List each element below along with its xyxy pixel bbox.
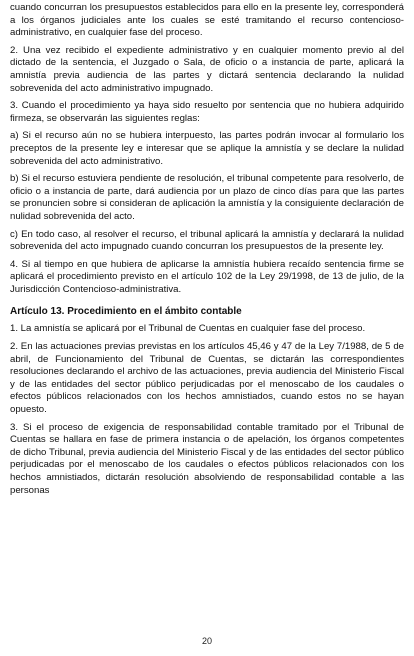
article-13-paragraph-1: 1. La amnistía se aplicará por el Tribunal de Cuentas en cualquier fase del proceso. xyxy=(10,323,366,335)
article-13-heading: Artículo 13. Procedimiento en el ámbito contable xyxy=(10,306,242,318)
paragraph-3b: b) Si el recurso estuviera pendiente de resolución, el tribunal competente para resolverlo, de oficio o a instancia de parte, dará audiencia por un plazo de cinco días para que las partes se pronuncien sobre si consideran de aplicación la amnistía y la consiguiente declaración de nulidad sobrevenida del acto. xyxy=(10,173,404,222)
page-number: 20 xyxy=(201,636,212,646)
paragraph-continuation: cuando concurran los presupuestos establecidos para ello en la presente ley, corresponderá a los órganos judiciales ante los cuales se esté tramitando el recurso contencioso-administrativo, en cualquier fase del proceso. xyxy=(10,2,404,39)
paragraph-3c: c) En todo caso, al resolver el recurso, el tribunal aplicará la amnistía y declarará la nulidad sobrevenida del acto impugnado cuando concurran los presupuestos de la presente ley. xyxy=(10,228,404,253)
paragraph-2: 2. Una vez recibido el expediente administrativo y en cualquier momento previo al del dictado de la sentencia, el Juzgado o Sala, de oficio o a instancia de parte, aplicará la amnistía previa audiencia de las partes y dictará sentencia declarando la nulidad sobrevenida del acto administrativo impugnado. xyxy=(10,44,404,94)
paragraph-3a: a) Si el recurso aún no se hubiera interpuesto, las partes podrán invocar al formulario los preceptos de la presente ley e interesar que se aplique la amnistía y se declare la nulidad sobrevenida del acto administrativo. xyxy=(10,130,404,167)
paragraph-3: 3. Cuando el procedimiento ya haya sido resuelto por sentencia que no hubiera adquirido firmeza, se observarán las siguientes reglas: xyxy=(10,100,404,124)
paragraph-4: 4. Si al tiempo en que hubiera de aplicarse la amnistía hubiera recaído sentencia firme se aplicará el procedimiento previsto en el artículo 102 de la Ley 29/1998, de 13 de julio, de la Jurisdicción Contencioso-administrativa. xyxy=(10,258,404,295)
article-13-paragraph-2: 2. En las actuaciones previas previstas en los artículos 45,46 y 47 de la Ley 7/1988, de 5 de abril, de Funcionamiento del Tribunal de Cuentas, se dictarán las correspondientes resoluciones declarando el archivo de las actuaciones, previa audiencia del Ministerio Fiscal y de las entidades del sector público perjudicadas por el menoscabo de los caudales o efectos públicos relacionados con los hechos amnistiados, cuando estos no se hayan opuesto. xyxy=(10,341,404,416)
article-13-paragraph-3: 3. Si el proceso de exigencia de responsabilidad contable tramitado por el Tribunal de Cuentas se hallara en fase de primera instancia o de apelación, los órganos competentes de dicho Tribunal, previa audiencia del Ministerio Fiscal y de las entidades del sector público perjudicadas por el menoscabo de los caudales o efectos públicos relacionados con los hechos amnistiados, dictarán resolución absolviendo de responsabilidad contable a las personas xyxy=(10,421,404,496)
